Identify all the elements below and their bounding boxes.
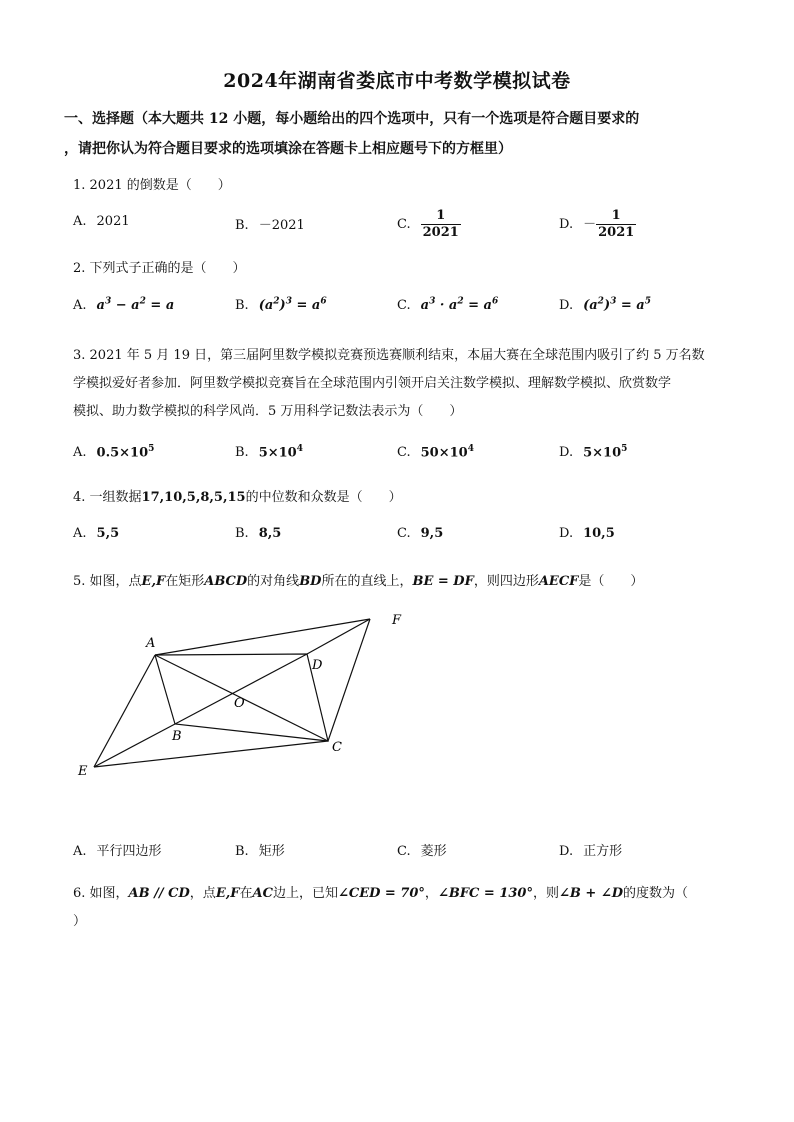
question-6-line2: ） xyxy=(73,914,87,929)
option-d[interactable]: D. 10,5 xyxy=(559,526,615,541)
option-b[interactable]: B. $5\times 10^4$ xyxy=(235,444,303,461)
math-expression: $a^3 - a^2 = a$ xyxy=(96,297,175,314)
label-b: B xyxy=(172,729,182,744)
fraction: $\frac{1}{2021}$ xyxy=(422,208,459,240)
question-1-options xyxy=(73,208,733,242)
option-d[interactable]: D. 正方形 xyxy=(559,844,623,859)
question-1-stem: 1. 2021 的倒数是（ ） xyxy=(73,178,231,193)
label-f: F xyxy=(392,613,402,628)
question-2-stem: 2. 下列式子正确的是（ ） xyxy=(73,261,246,276)
question-3-stem xyxy=(73,342,733,426)
question-6-line1: 6. 如图，AB // CD，点E,F在AC边上，已知∠CED = 70°，∠BFC = 130°，则∠B + ∠D的度数为（ xyxy=(73,886,689,901)
question-6-stem xyxy=(73,880,733,936)
section-heading xyxy=(64,104,734,164)
option-c[interactable]: C. $\frac{1}{2021}$ xyxy=(397,208,459,240)
option-b[interactable]: B. －2021 xyxy=(235,218,305,233)
section-heading-line1: 一、选择题（本大题共 12 小题，每小题给出的四个选项中，只有一个选项是符合题目要求的 xyxy=(64,111,640,127)
label-o: O xyxy=(234,696,245,711)
question-3-line1: 3. 2021 年 5 月 19 日，第三届阿里数学模拟竞赛预选赛顺利结束，本届大赛在全球范围内吸引了约 5 万名数 xyxy=(73,348,705,363)
option-a[interactable]: A. 平行四边形 xyxy=(73,844,162,859)
math-expression: $a^3 \cdot a^2 = a^6$ xyxy=(420,297,499,314)
side-cf xyxy=(328,619,370,741)
question-5-stem: 5. 如图，点E,F在矩形ABCD的对角线BD所在的直线上，BE = DF，则四边形AECF是（ ） xyxy=(73,574,644,589)
option-a[interactable]: A. $0.5\times 10^5$ xyxy=(73,444,155,461)
question-3-options xyxy=(73,444,733,474)
label-e: E xyxy=(78,764,88,779)
page-title: 2024年湖南省娄底市中考数学模拟试卷 xyxy=(223,70,571,92)
fraction: $\frac{1}{2021}$ xyxy=(598,208,635,240)
question-3-line2: 学模拟爱好者参加．阿里数学模拟竞赛旨在全球范围内引领开启关注数学模拟、理解数学模拟、欣赏数学 xyxy=(73,376,672,391)
option-b[interactable]: B. 8,5 xyxy=(235,526,282,541)
option-a[interactable]: A. 2021 xyxy=(73,214,130,229)
question-4-stem: 4. 一组数据17,10,5,8,5,15的中位数和众数是（ ） xyxy=(73,490,402,505)
label-c: C xyxy=(332,740,342,755)
section-heading-line2: ，请把你认为符合题目要求的选项填涂在答题卡上相应题号下的方框里） xyxy=(64,141,512,157)
option-c[interactable]: C. $50\times 10^4$ xyxy=(397,444,474,461)
side-ec xyxy=(94,741,328,767)
option-d[interactable]: D. － $\frac{1}{2021}$ xyxy=(559,208,635,240)
label-a: A xyxy=(146,636,156,651)
label-d: D xyxy=(312,658,323,673)
option-d[interactable]: D. $(a^2)^3 = a^5$ xyxy=(559,297,651,314)
option-c[interactable]: C. 9,5 xyxy=(397,526,444,541)
option-c[interactable]: C. $a^3 \cdot a^2 = a^6$ xyxy=(397,297,499,314)
option-d[interactable]: D. $5\times 10^5$ xyxy=(559,444,628,461)
geometry-figure xyxy=(60,604,420,784)
question-2-options xyxy=(73,297,733,327)
diagonal-bd xyxy=(175,654,307,724)
math-expression: $(a^2)^3 = a^5$ xyxy=(583,297,651,314)
question-3-line3: 模拟、助力数学模拟的科学风尚．5 万用科学记数法表示为（ ） xyxy=(73,404,463,419)
question-5-options xyxy=(73,840,733,870)
option-b[interactable]: B. $(a^2)^3 = a^6$ xyxy=(235,297,327,314)
question-4-options xyxy=(73,526,733,556)
option-a[interactable]: A. $a^3 - a^2 = a$ xyxy=(73,297,175,314)
math-expression: $(a^2)^3 = a^6$ xyxy=(258,297,327,314)
option-b[interactable]: B. 矩形 xyxy=(235,844,285,859)
option-a[interactable]: A. 5,5 xyxy=(73,526,120,541)
option-c[interactable]: C. 菱形 xyxy=(397,844,447,859)
